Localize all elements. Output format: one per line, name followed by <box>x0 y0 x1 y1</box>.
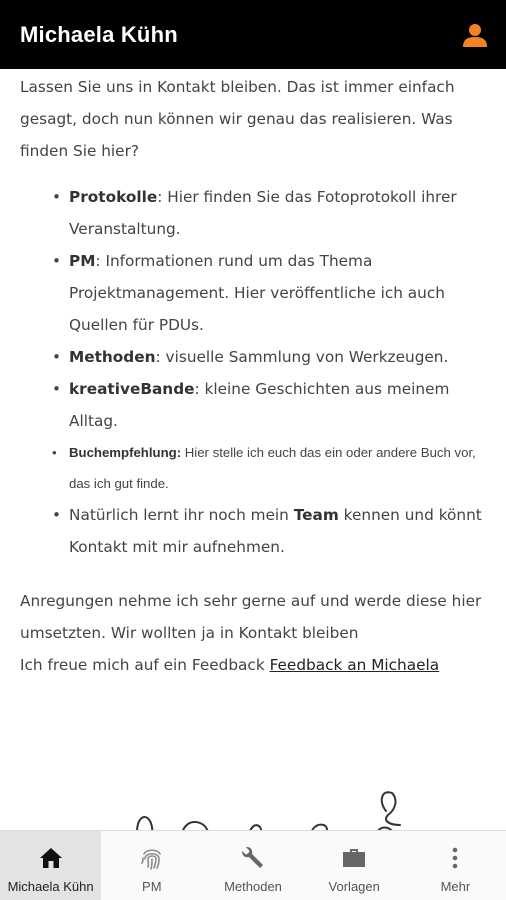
user-profile-button[interactable] <box>460 20 490 50</box>
home-icon <box>39 847 63 869</box>
feedback-text: Ich freue mich auf ein Feedback <box>20 656 270 674</box>
item-title: kreativeBande <box>69 380 195 398</box>
main-content <box>20 69 482 831</box>
more-vertical-icon <box>451 847 459 869</box>
feedback-line <box>20 649 482 681</box>
tab-label: Michaela Kühn <box>7 879 94 894</box>
list-item-team <box>69 499 482 563</box>
tab-label: Mehr <box>440 879 471 894</box>
item-title: Protokolle <box>69 188 158 206</box>
list-item-pm <box>69 245 482 341</box>
list-item-kreativebande <box>69 373 482 437</box>
tab-pm[interactable] <box>101 831 202 900</box>
fingerprint-icon <box>141 846 163 870</box>
tab-label: Methoden <box>224 879 282 894</box>
item-text: kennen und könnt Kontakt mit mir aufnehmen. <box>69 506 482 556</box>
user-icon <box>462 23 488 47</box>
item-text: : visuelle Sammlung von Werkzeugen. <box>155 348 449 366</box>
item-text: Hier stelle ich euch das ein oder andere Buch vor, das ich gut finde. <box>69 445 476 491</box>
item-text: : kleine Geschichten aus meinem Alltag. <box>69 380 450 430</box>
feature-list <box>20 181 482 563</box>
item-text: : Hier finden Sie das Fotoprotokoll ihrer Veranstaltung. <box>69 188 457 238</box>
tab-label: PM <box>142 879 162 894</box>
closing-text: Anregungen nehme ich sehr gerne auf und werde diese hier umsetzten. Wir wollten ja in Kontakt bleiben <box>20 592 482 642</box>
signature-image <box>130 791 430 831</box>
item-title: Buchempfehlung: <box>69 445 182 460</box>
item-text: : Informationen rund um das Thema Projektmanagement. Hier veröffentliche ich auch Quellen für PDUs. <box>69 252 445 334</box>
item-title: PM <box>69 252 96 270</box>
item-title: Team <box>293 506 339 524</box>
feedback-link[interactable]: Feedback an Michaela <box>269 656 440 674</box>
tab-michaela-kuehn[interactable] <box>0 831 101 900</box>
bottom-tab-bar <box>0 830 506 900</box>
tab-vorlagen[interactable] <box>304 831 405 900</box>
page-title: Michaela Kühn <box>20 21 178 47</box>
item-title: Methoden <box>69 348 156 366</box>
app-header <box>0 0 506 69</box>
tab-methoden[interactable] <box>202 831 303 900</box>
tab-mehr[interactable] <box>405 831 506 900</box>
intro-text: Lassen Sie uns in Kontakt bleiben. Das ist immer einfach gesagt, doch nun können wir genau das realisieren. Was finden Sie hier? <box>20 78 455 160</box>
list-item-buchempfehlung <box>69 437 482 499</box>
tab-label: Vorlagen <box>328 879 380 894</box>
item-prefix: Natürlich lernt ihr noch mein <box>69 506 294 524</box>
briefcase-icon <box>341 847 367 869</box>
list-item-protokolle <box>69 181 482 245</box>
list-item-methoden <box>69 341 482 373</box>
wrench-icon <box>241 846 265 870</box>
